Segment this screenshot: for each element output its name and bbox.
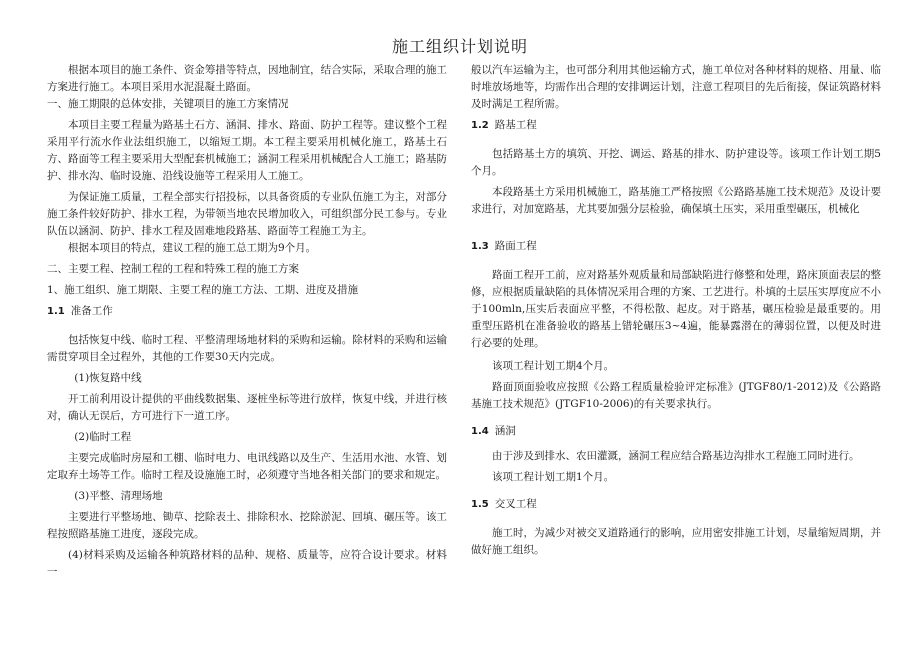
- paragraph-1-1: 包括恢复中线、临时工程、平整清理场地材料的采购和运输。除材料的采购和运输需贯穿项目全过程外，其他的工作要30天内完成。: [47, 334, 447, 363]
- heading-1-1-number: 1.1: [47, 306, 65, 317]
- section-2-heading: 二、主要工程、控制工程的工程和特殊工程的施工方案: [47, 263, 299, 275]
- item-2-paragraph: 主要完成临时房屋和工棚、临时电力、电讯线路以及生产、生活用水池、水管、划定取弃土场等工作。临时工程及设施施工时，必须遵守当地各相关部门的要求和规定。: [47, 452, 447, 481]
- paragraph-1-3-c: 路面顶面验收应按照《公路工程质量检验评定标准》(JTGF80/1-2012)及《公路路基施工技术规范》(JTGF10-2006)的有关要求执行。: [471, 381, 881, 410]
- paragraph-1-4-a: 由于涉及到排水、农田灌溉，涵洞工程应结合路基边沟排水工程施工同时进行。: [492, 450, 860, 462]
- paragraph-1-2-b: 本段路基土方采用机械施工，路基施工严格按照《公路路基施工技术规范》及设计要求进行，对加宽路基，尤其要加强分层检验，确保填土压实，采用重型碾压，机械化: [471, 186, 881, 215]
- item-3-paragraph: 主要进行平整场地、锄草、挖除表土、排除积水、挖除淤泥、回填、碾压等。该工程按照路基施工进度，逐段完成。: [47, 511, 447, 540]
- paragraph-1-5: 施工时，为减少对被交叉道路通行的影响，应用密安排施工计划，尽量缩短周期，并做好施工组织。: [471, 527, 881, 556]
- heading-1-3: [471, 238, 881, 255]
- heading-1-2-number: 1.2: [471, 120, 489, 131]
- paragraph-1-2-a: 包括路基土方的填筑、开挖、调运、路基的排水、防护建设等。该项工作计划工期5个月。: [471, 148, 881, 177]
- heading-1-5-number: 1.5: [471, 499, 489, 510]
- continued-paragraph: 般以汽车运输为主，也可部分利用其他运输方式，施工单位对各种材料的规格、用量、临时堆放场地等，均需作出合理的安排调运计划，注意工程项目的先后衔接，保证筑路材料及时满足工程所需。: [471, 64, 881, 110]
- intro-paragraph: 根据本项目的施工条件、资金筹措等特点，因地制宜，结合实际，采取合理的施工方案进行施工。本项目采用水泥混凝土路面。: [47, 64, 447, 93]
- item-3-heading: (3)平整、清理场地: [74, 490, 163, 502]
- section-2-subheading: 1、施工组织、施工期限、主要工程的施工方法、工期、进度及措施: [47, 284, 359, 296]
- section-1-paragraph-1: 本项目主要工程量为路基土石方、涵洞、排水、路面、防护工程等。建议整个工程采用平行流水作业法组织施工，以缩短工期。本工程主要采用机械化施工，路基土石方、路面等工程主要采用大型配套机械施工；涵洞工程采用机械配合人工施工；路基防护、排水沟、临时设施、沿线设施等工程采用人工施工。: [47, 119, 447, 182]
- paragraph-1-3-a: 路面工程开工前，应对路基外观质量和局部缺陷进行修整和处理，路床顶面表层的整修，应根据质量缺陷的具体情况采用合理的方案、工艺进行。朴填的土层压实厚度应不小于100mln,压实后表面应平整，不得松散、起皮。对于路基，碾压检验是最重要的。用重型压路机在准备验收的路基上错轮碾压3~4遍，能暴露潜在的薄弱位置，以便及时进行必要的处理。: [471, 269, 881, 349]
- right-column: [471, 62, 881, 559]
- heading-1-4-number: 1.4: [471, 426, 489, 437]
- section-1-paragraph-3: 根据本项目的特点，建议工程的施工总工期为9个月。: [68, 242, 317, 254]
- heading-1-3-text: 路面工程: [494, 240, 537, 252]
- heading-1-2-text: 路基工程: [494, 119, 537, 131]
- heading-1-2: [471, 117, 881, 134]
- paragraph-1-4-b: 该项工程计划工期1个月。: [492, 471, 615, 483]
- heading-1-4: [471, 423, 881, 440]
- item-2-heading: (2)临时工程: [74, 431, 132, 443]
- paragraph-1-3-b: 该项工程计划工期4个月。: [492, 360, 615, 372]
- item-4-paragraph: (4)材料采购及运输各种筑路材料的品种、规格、质量等，应符合设计要求。材料一: [47, 549, 447, 578]
- section-1-heading: 一、施工期限的总体安排，关键项目的施工方案情况: [47, 98, 289, 110]
- document-title: 施工组织计划说明: [391, 37, 528, 56]
- heading-1-1: [47, 303, 447, 320]
- heading-1-5: [471, 496, 881, 513]
- left-column: [47, 62, 447, 581]
- item-1-heading: (1)恢复路中线: [74, 372, 142, 384]
- heading-1-5-text: 交叉工程: [494, 498, 537, 510]
- section-1-paragraph-2: 为保证施工质量，工程全部实行招投标，以具备资质的专业队伍施工为主，对部分施工条件较好防护、排水工程，为带领当地农民增加收入，可组织部分民工参与。专业队伍以涵洞、防护、排水工程及固难地段路基、路面等工程施工为主。: [47, 191, 447, 237]
- item-1-paragraph: 开工前利用设计提供的平曲线数据集、逐桩坐标等进行放样，恢复中线，并进行核对，确认无误后，方可进行下一道工序。: [47, 393, 447, 422]
- heading-1-1-text: 准备工作: [70, 305, 113, 317]
- heading-1-4-text: 涵洞: [494, 425, 516, 437]
- heading-1-3-number: 1.3: [471, 241, 489, 252]
